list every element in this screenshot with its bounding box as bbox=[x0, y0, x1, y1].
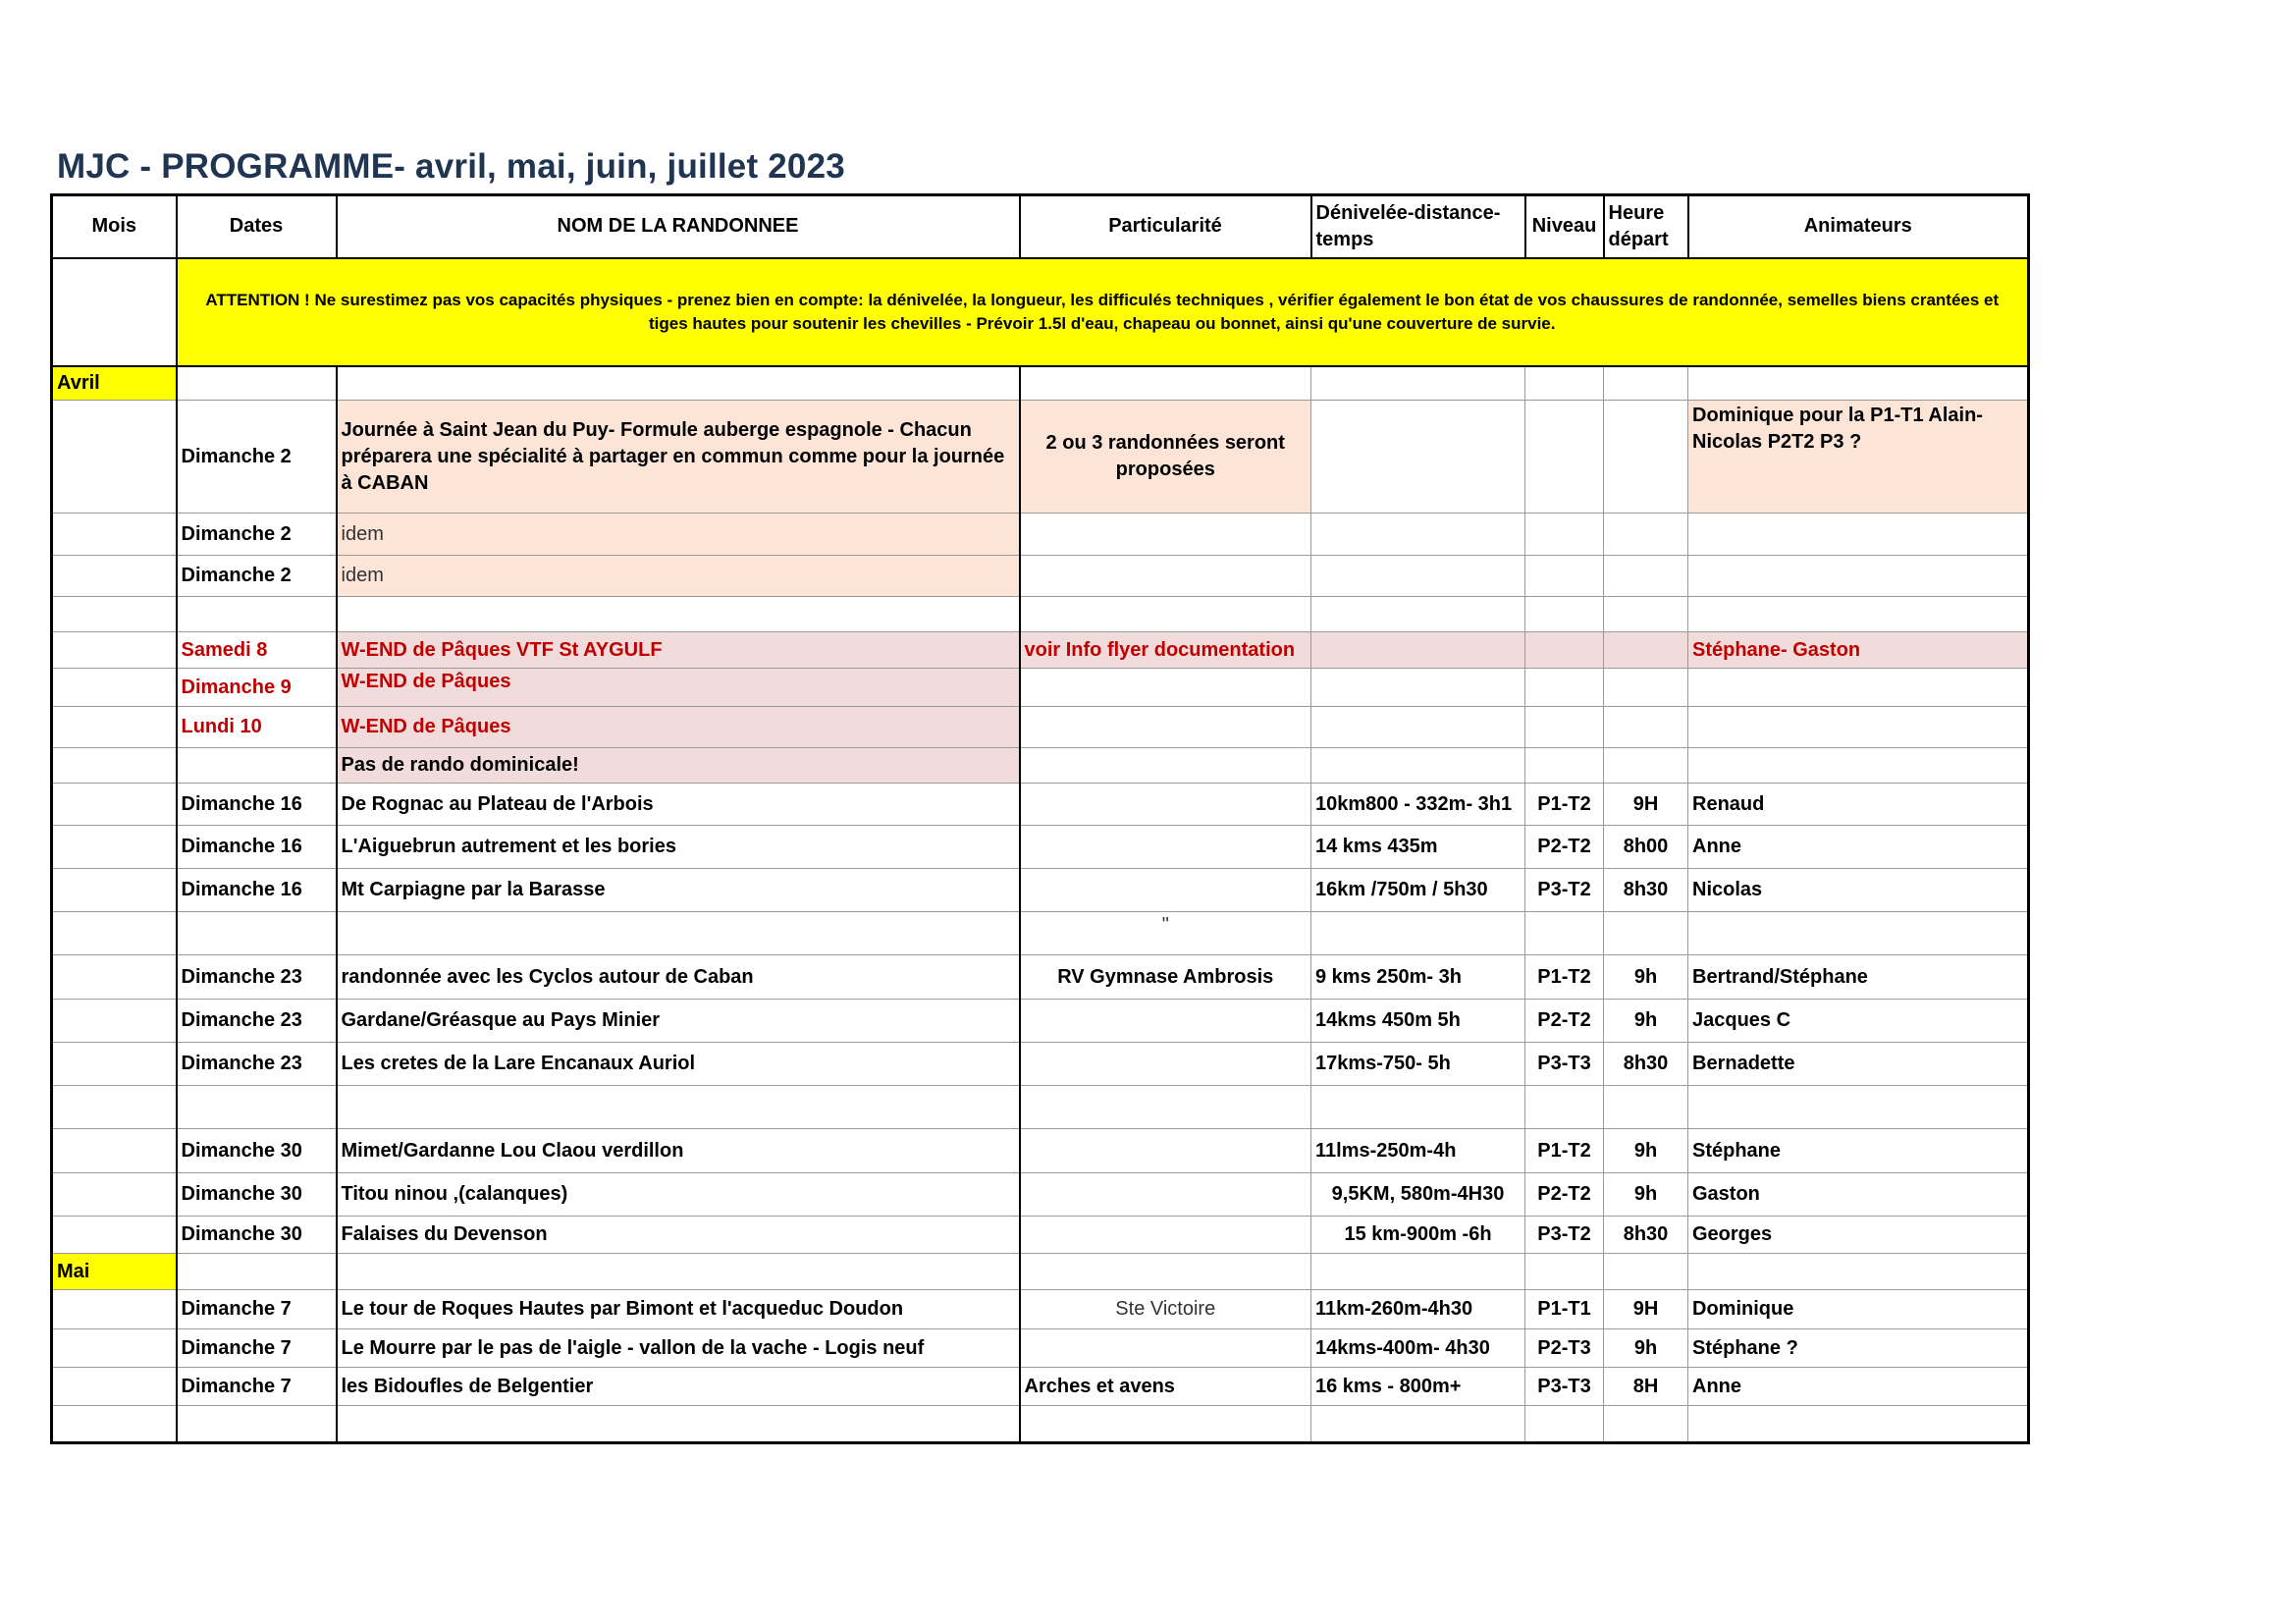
hike-name-cell: L'Aiguebrun autrement et les bories bbox=[337, 826, 1020, 869]
level-cell: P2-T3 bbox=[1525, 1329, 1604, 1368]
hike-name-cell: W-END de Pâques bbox=[337, 707, 1020, 748]
particularity-cell bbox=[1020, 826, 1311, 869]
table-row bbox=[52, 1217, 2029, 1254]
month-label-mai: Mai bbox=[52, 1254, 177, 1290]
table-row bbox=[52, 707, 2029, 748]
elevation-cell: 17kms-750- 5h bbox=[1311, 1043, 1525, 1086]
hike-name-cell: Le tour de Roques Hautes par Bimont et l'acqueduc Doudon bbox=[337, 1290, 1020, 1329]
date-cell: Lundi 10 bbox=[177, 707, 337, 748]
date-cell: Dimanche 16 bbox=[177, 826, 337, 869]
departure-cell: 9h bbox=[1604, 1329, 1688, 1368]
particularity-cell bbox=[1020, 1000, 1311, 1043]
departure-cell: 8h30 bbox=[1604, 869, 1688, 912]
hike-name-cell: Falaises du Devenson bbox=[337, 1217, 1020, 1254]
departure-cell: 9h bbox=[1604, 1173, 1688, 1217]
level-cell: P3-T2 bbox=[1525, 869, 1604, 912]
warning-text: ATTENTION ! Ne surestimez pas vos capacités physiques - prenez bien en compte: la dénivelée, la longueur, les difficulés techniques , vérifier également le bon état de vos chaussures de randonnée, semelles biens crantées et tiges hautes pour soutenir les chevilles - Prévoir 1.5l d'eau, chapeau ou bonnet, ainsi qu'une couverture de survie. bbox=[177, 258, 2029, 366]
header-niveau: Niveau bbox=[1525, 195, 1604, 258]
header-animateurs: Animateurs bbox=[1688, 195, 2029, 258]
hike-name-cell: W-END de Pâques VTF St AYGULF bbox=[337, 632, 1020, 669]
hike-name-cell: Pas de rando dominicale! bbox=[337, 748, 1020, 784]
elevation-cell: 9,5KM, 580m-4H30 bbox=[1311, 1173, 1525, 1217]
animator-cell: Nicolas bbox=[1688, 869, 2029, 912]
date-cell: Dimanche 30 bbox=[177, 1217, 337, 1254]
particularity-cell bbox=[1020, 784, 1311, 826]
header-row bbox=[52, 195, 2029, 258]
elevation-cell: 11lms-250m-4h bbox=[1311, 1129, 1525, 1173]
date-cell: Dimanche 7 bbox=[177, 1329, 337, 1368]
animator-cell: Renaud bbox=[1688, 784, 2029, 826]
animator-cell: Gaston bbox=[1688, 1173, 2029, 1217]
particularity-cell: 2 ou 3 randonnées seront proposées bbox=[1020, 401, 1311, 514]
animator-cell: Bertrand/Stéphane bbox=[1688, 955, 2029, 1000]
elevation-cell: 9 kms 250m- 3h bbox=[1311, 955, 1525, 1000]
date-cell: Dimanche 7 bbox=[177, 1368, 337, 1406]
hike-name-cell: idem bbox=[337, 514, 1020, 556]
spacer-row bbox=[52, 597, 2029, 632]
programme-table bbox=[50, 193, 2030, 1444]
table-row bbox=[52, 1043, 2029, 1086]
departure-cell: 9H bbox=[1604, 784, 1688, 826]
particularity-cell: RV Gymnase Ambrosis bbox=[1020, 955, 1311, 1000]
particularity-cell: Ste Victoire bbox=[1020, 1290, 1311, 1329]
particularity-cell: " bbox=[1020, 912, 1311, 955]
table-row bbox=[52, 1329, 2029, 1368]
hike-name-cell: les Bidoufles de Belgentier bbox=[337, 1368, 1020, 1406]
particularity-cell bbox=[1020, 1217, 1311, 1254]
departure-cell: 9h bbox=[1604, 1000, 1688, 1043]
header-dates: Dates bbox=[177, 195, 337, 258]
date-cell: Dimanche 2 bbox=[177, 401, 337, 514]
table-row bbox=[52, 632, 2029, 669]
date-cell: Dimanche 16 bbox=[177, 869, 337, 912]
level-cell: P1-T2 bbox=[1525, 955, 1604, 1000]
header-nom: NOM DE LA RANDONNEE bbox=[337, 195, 1020, 258]
level-cell: P3-T3 bbox=[1525, 1043, 1604, 1086]
date-cell: Dimanche 23 bbox=[177, 1043, 337, 1086]
elevation-cell: 16km /750m / 5h30 bbox=[1311, 869, 1525, 912]
elevation-cell: 16 kms - 800m+ bbox=[1311, 1368, 1525, 1406]
spacer-row bbox=[52, 1406, 2029, 1443]
hike-name-cell: De Rognac au Plateau de l'Arbois bbox=[337, 784, 1020, 826]
departure-cell: 9H bbox=[1604, 1290, 1688, 1329]
table-row bbox=[52, 556, 2029, 597]
date-cell: Samedi 8 bbox=[177, 632, 337, 669]
particularity-cell bbox=[1020, 1043, 1311, 1086]
date-cell: Dimanche 7 bbox=[177, 1290, 337, 1329]
hike-name-cell: Le Mourre par le pas de l'aigle - vallon de la vache - Logis neuf bbox=[337, 1329, 1020, 1368]
date-cell: Dimanche 30 bbox=[177, 1173, 337, 1217]
departure-cell: 8h30 bbox=[1604, 1217, 1688, 1254]
level-cell: P3-T3 bbox=[1525, 1368, 1604, 1406]
date-cell bbox=[177, 748, 337, 784]
hike-name-cell: idem bbox=[337, 556, 1020, 597]
header-particularite: Particularité bbox=[1020, 195, 1311, 258]
header-denivele: Dénivelée-distance-temps bbox=[1311, 195, 1525, 258]
elevation-cell: 14 kms 435m bbox=[1311, 826, 1525, 869]
animator-cell: Bernadette bbox=[1688, 1043, 2029, 1086]
table-row bbox=[52, 1000, 2029, 1043]
elevation-cell: 14kms 450m 5h bbox=[1311, 1000, 1525, 1043]
animator-cell: Anne bbox=[1688, 1368, 2029, 1406]
animator-cell: Stéphane ? bbox=[1688, 1329, 2029, 1368]
date-cell: Dimanche 2 bbox=[177, 556, 337, 597]
month-row-avril bbox=[52, 366, 2029, 401]
warning-row bbox=[52, 258, 2029, 366]
table-row bbox=[52, 784, 2029, 826]
table-row bbox=[52, 912, 2029, 955]
particularity-cell bbox=[1020, 1329, 1311, 1368]
animator-cell: Dominique pour la P1-T1 Alain-Nicolas P2T2 P3 ? bbox=[1688, 401, 2029, 514]
month-row-mai bbox=[52, 1254, 2029, 1290]
table-row bbox=[52, 401, 2029, 514]
animator-cell: Dominique bbox=[1688, 1290, 2029, 1329]
animator-cell: Georges bbox=[1688, 1217, 2029, 1254]
elevation-cell: 15 km-900m -6h bbox=[1311, 1217, 1525, 1254]
particularity-cell bbox=[1020, 1129, 1311, 1173]
elevation-cell: 11km-260m-4h30 bbox=[1311, 1290, 1525, 1329]
date-cell: Dimanche 9 bbox=[177, 669, 337, 707]
animator-cell: Anne bbox=[1688, 826, 2029, 869]
particularity-cell bbox=[1020, 1173, 1311, 1217]
date-cell: Dimanche 23 bbox=[177, 955, 337, 1000]
level-cell: P2-T2 bbox=[1525, 1000, 1604, 1043]
animator-cell: Stéphane- Gaston bbox=[1688, 632, 2029, 669]
particularity-cell bbox=[1020, 869, 1311, 912]
departure-cell: 9h bbox=[1604, 1129, 1688, 1173]
header-mois: Mois bbox=[52, 195, 177, 258]
particularity-cell: voir Info flyer documentation bbox=[1020, 632, 1311, 669]
level-cell: P1-T2 bbox=[1525, 784, 1604, 826]
departure-cell: 9h bbox=[1604, 955, 1688, 1000]
date-cell: Dimanche 23 bbox=[177, 1000, 337, 1043]
hike-name-cell: W-END de Pâques bbox=[337, 669, 1020, 707]
month-label-avril: Avril bbox=[52, 366, 177, 401]
level-cell: P1-T1 bbox=[1525, 1290, 1604, 1329]
table-row bbox=[52, 748, 2029, 784]
departure-cell: 8h30 bbox=[1604, 1043, 1688, 1086]
table-row bbox=[52, 1368, 2029, 1406]
table-row bbox=[52, 1290, 2029, 1329]
page-title: MJC - PROGRAMME- avril, mai, juin, juillet 2023 bbox=[57, 147, 845, 186]
level-cell: P1-T2 bbox=[1525, 1129, 1604, 1173]
animator-cell: Stéphane bbox=[1688, 1129, 2029, 1173]
hike-name-cell: randonnée avec les Cyclos autour de Caban bbox=[337, 955, 1020, 1000]
table-row bbox=[52, 1173, 2029, 1217]
hike-name-cell: Gardane/Gréasque au Pays Minier bbox=[337, 1000, 1020, 1043]
animator-cell: Jacques C bbox=[1688, 1000, 2029, 1043]
table-row bbox=[52, 826, 2029, 869]
level-cell: P3-T2 bbox=[1525, 1217, 1604, 1254]
hike-name-cell: Titou ninou ,(calanques) bbox=[337, 1173, 1020, 1217]
date-cell: Dimanche 16 bbox=[177, 784, 337, 826]
hike-name-cell: Mt Carpiagne par la Barasse bbox=[337, 869, 1020, 912]
level-cell: P2-T2 bbox=[1525, 1173, 1604, 1217]
departure-cell: 8h00 bbox=[1604, 826, 1688, 869]
departure-cell: 8H bbox=[1604, 1368, 1688, 1406]
table-row bbox=[52, 869, 2029, 912]
hike-name-cell: Les cretes de la Lare Encanaux Auriol bbox=[337, 1043, 1020, 1086]
table-row bbox=[52, 514, 2029, 556]
table-row bbox=[52, 955, 2029, 1000]
header-heure: Heure départ bbox=[1604, 195, 1688, 258]
spacer-row bbox=[52, 1086, 2029, 1129]
elevation-cell: 14kms-400m- 4h30 bbox=[1311, 1329, 1525, 1368]
date-cell: Dimanche 2 bbox=[177, 514, 337, 556]
table-row bbox=[52, 669, 2029, 707]
date-cell: Dimanche 30 bbox=[177, 1129, 337, 1173]
table-row bbox=[52, 1129, 2029, 1173]
level-cell: P2-T2 bbox=[1525, 826, 1604, 869]
hike-name-cell: Mimet/Gardanne Lou Claou verdillon bbox=[337, 1129, 1020, 1173]
hike-name-cell: Journée à Saint Jean du Puy- Formule auberge espagnole - Chacun préparera une spécialité à partager en commun comme pour la journée à CABAN bbox=[337, 401, 1020, 514]
elevation-cell: 10km800 - 332m- 3h1 bbox=[1311, 784, 1525, 826]
particularity-cell: Arches et avens bbox=[1020, 1368, 1311, 1406]
